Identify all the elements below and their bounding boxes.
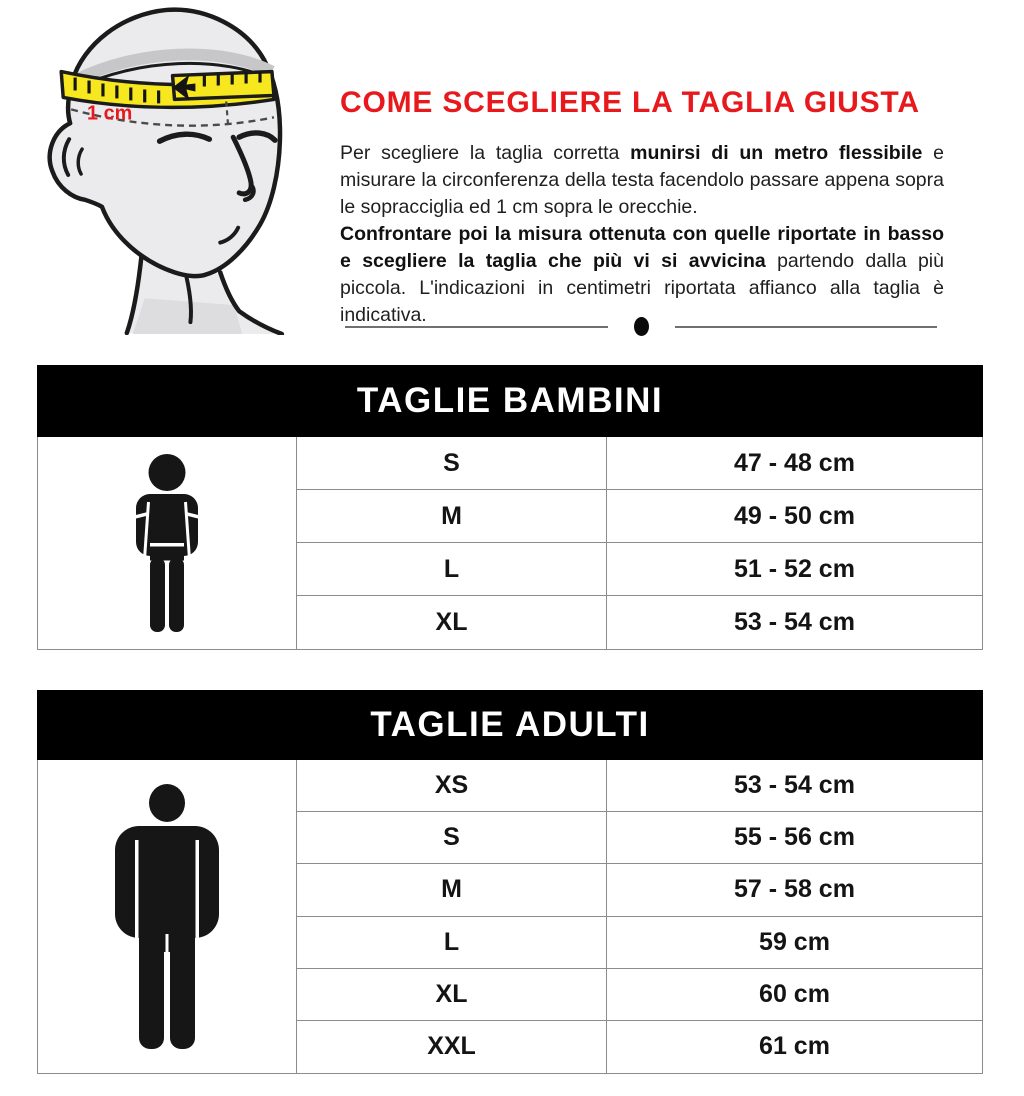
- size-label: S: [297, 437, 607, 490]
- section-divider: [345, 317, 937, 336]
- adult-figure-cell: [38, 760, 297, 1073]
- adults-table-title: TAGLIE ADULTI: [37, 690, 983, 760]
- adults-size-table: [37, 690, 983, 1074]
- size-range: 53 - 54 cm: [734, 608, 855, 636]
- size-range: 55 - 56 cm: [607, 812, 982, 864]
- intro-section: [340, 86, 944, 329]
- page-title: COME SCEGLIERE LA TAGLIA GIUSTA: [340, 86, 920, 119]
- adult-icon: [114, 784, 220, 1049]
- size-range: 49 - 50 cm: [607, 490, 982, 543]
- size-range: 57 - 58 cm: [607, 864, 982, 916]
- size-label: S: [297, 812, 607, 864]
- size-label: XL: [297, 969, 607, 1021]
- size-range: 47 - 48 cm: [607, 437, 982, 490]
- intro-paragraph-1: Per scegliere la taglia corretta munirsi di un metro flessibile e misurare la circonferenza della testa facendolo passare appena sopra le sopracciglia ed 1 cm sopra le orecchie.: [340, 142, 945, 218]
- kids-table-body: [37, 437, 983, 650]
- child-figure-cell: [38, 437, 297, 649]
- kids-size-table: [37, 365, 983, 650]
- intro-paragraph-2: Confrontare poi la misura ottenuta con quelle riportate in basso e scegliere la taglia che più vi si avvicina partendo dalla più piccola. L'indicazioni in centimetri riportata affianco alla taglia è indicativa.: [340, 223, 944, 326]
- head-with-tape-icon: [25, 2, 333, 335]
- tape-offset-label: 1 cm: [87, 102, 133, 125]
- divider-line-left: [345, 326, 608, 328]
- size-label: L: [297, 543, 607, 596]
- size-label: L: [297, 917, 607, 969]
- size-range: 59 cm: [607, 917, 982, 969]
- divider-line-right: [675, 326, 938, 328]
- head-measurement-illustration: [25, 2, 333, 335]
- size-range: 60 cm: [607, 969, 982, 1021]
- size-label: XS: [297, 760, 607, 812]
- size-range: 53 - 54 cm: [607, 760, 982, 812]
- size-range: 61 cm: [759, 1032, 830, 1061]
- child-icon: [131, 454, 203, 632]
- size-range: 51 - 52 cm: [607, 543, 982, 596]
- divider-dot: [634, 317, 649, 336]
- kids-table-title: TAGLIE BAMBINI: [37, 365, 983, 437]
- adults-table-body: [37, 760, 983, 1074]
- size-label: M: [297, 864, 607, 916]
- size-label: XL: [297, 596, 607, 649]
- size-label: M: [297, 490, 607, 543]
- size-label: XXL: [297, 1021, 607, 1073]
